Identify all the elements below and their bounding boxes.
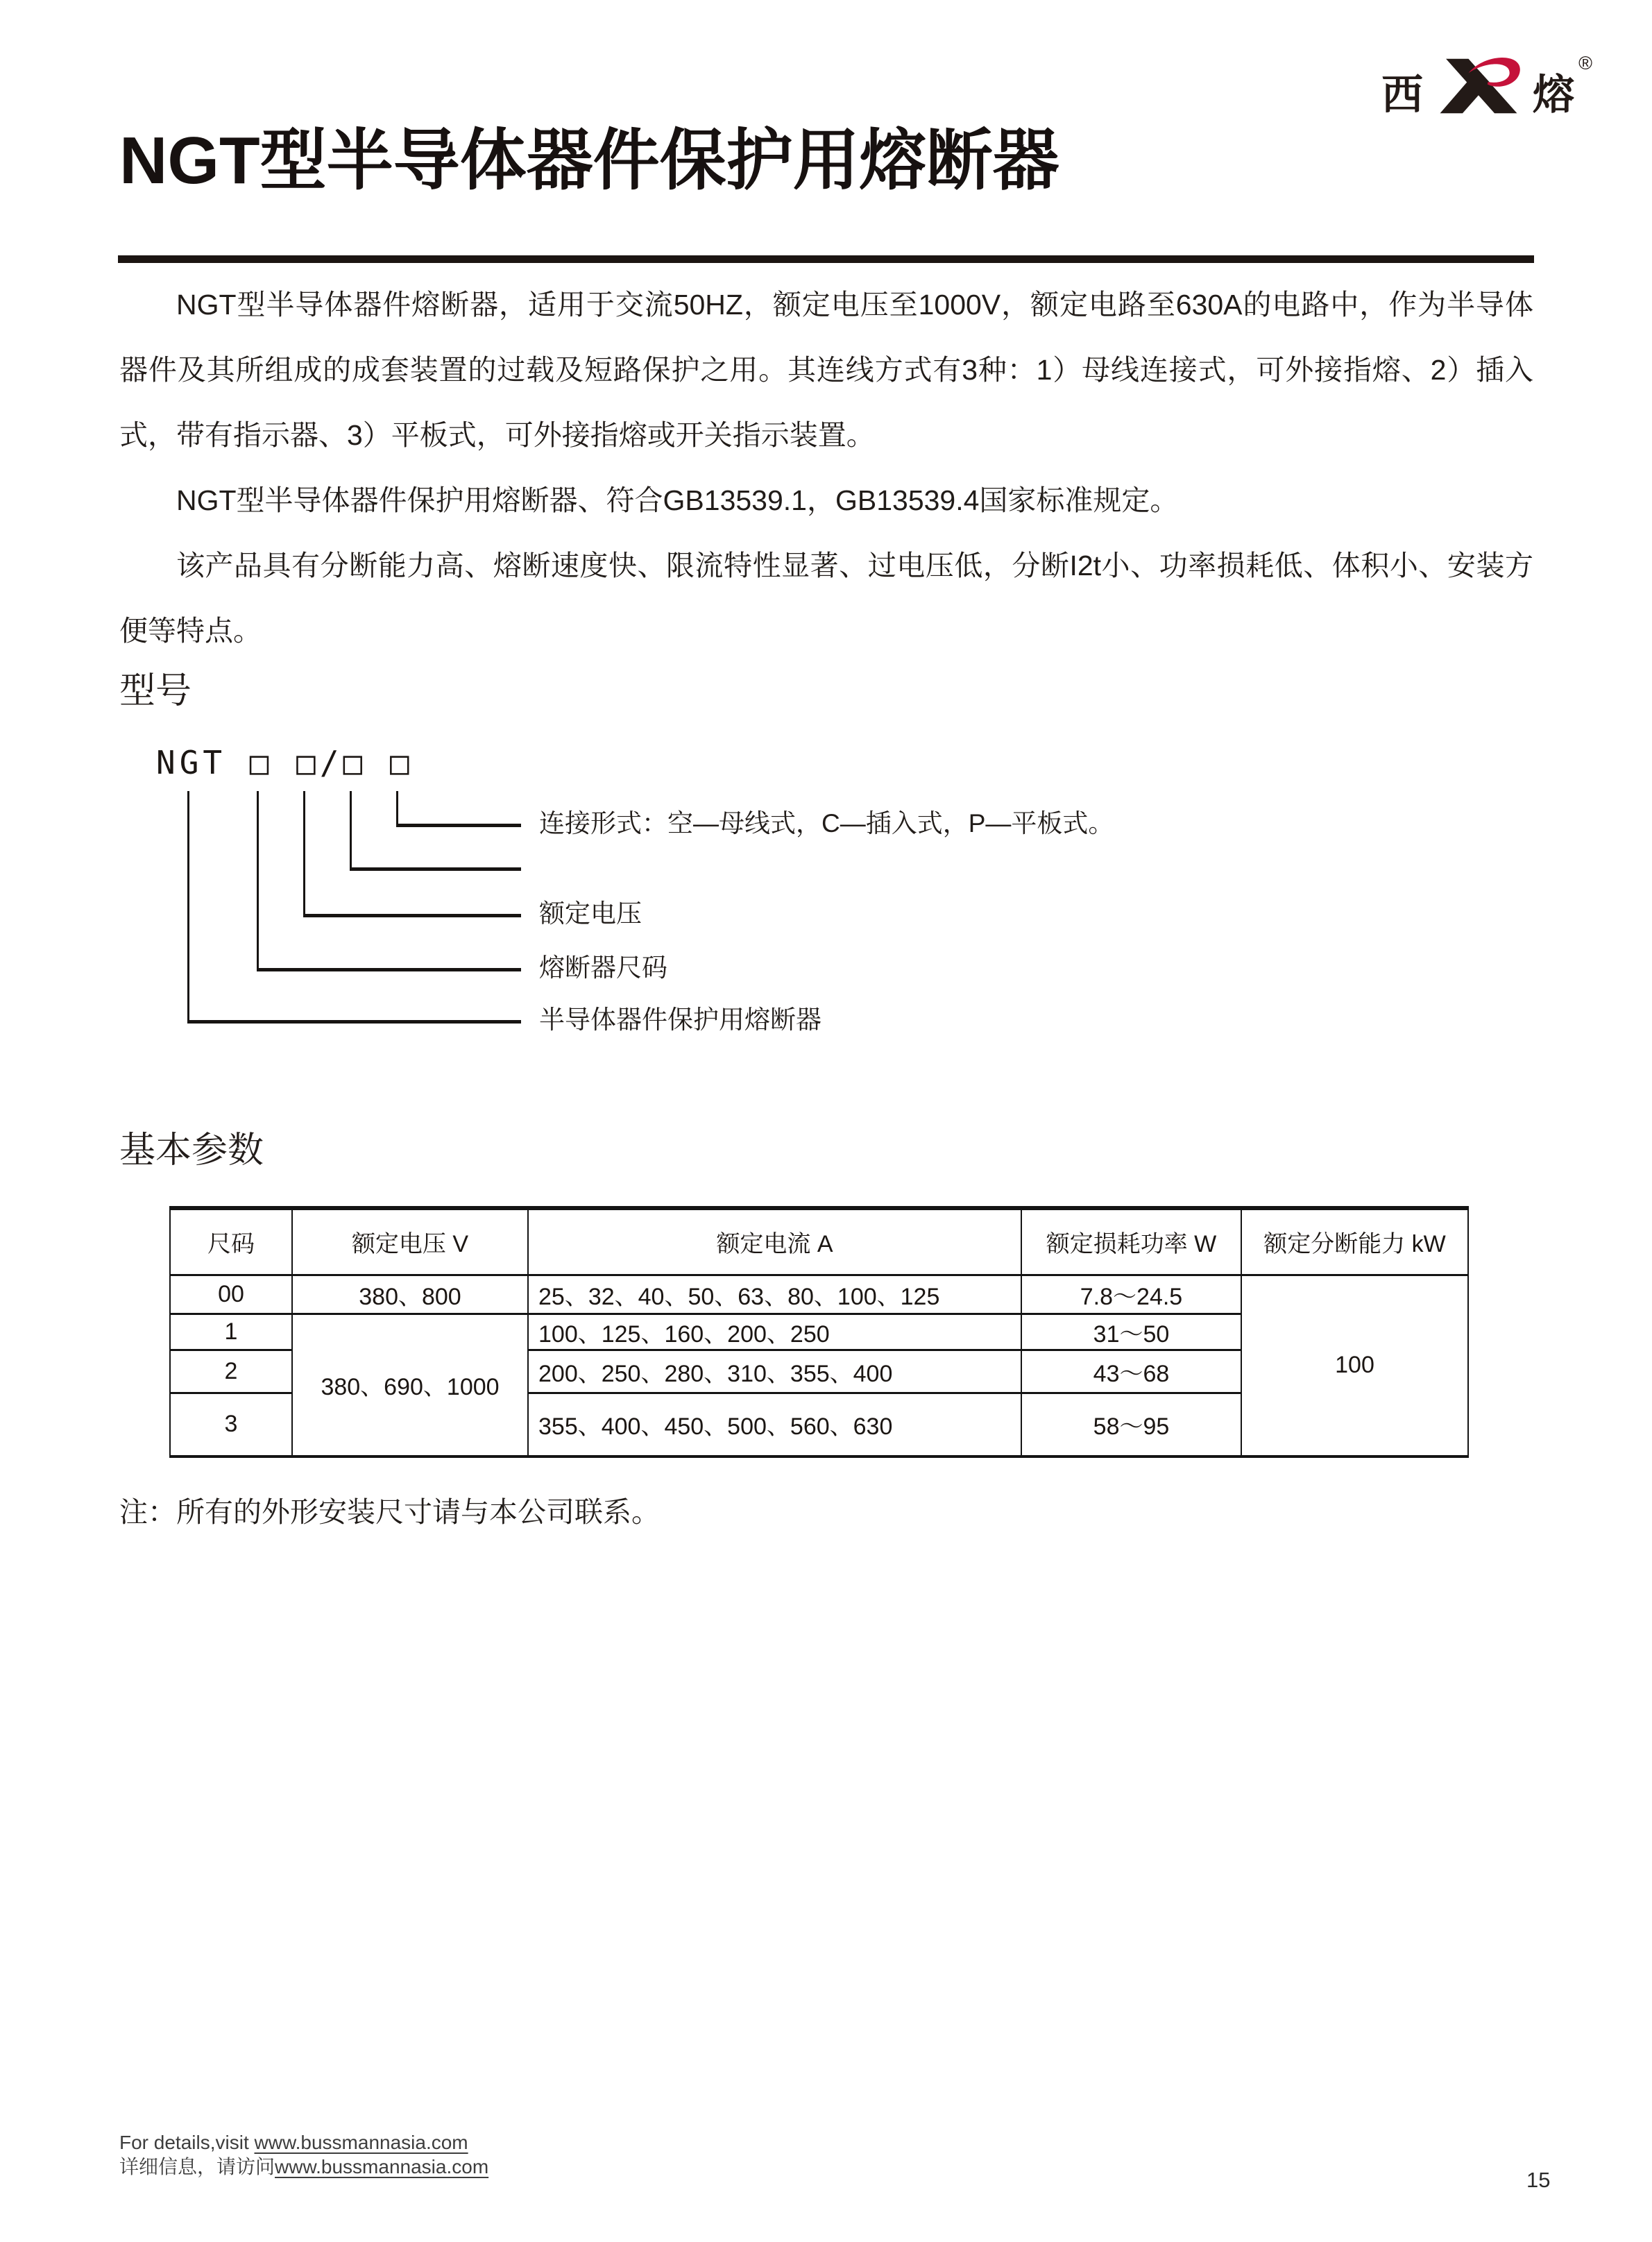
- cell-current-3: 355、400、450、500、560、630: [528, 1393, 1021, 1457]
- header-rated-voltage: 额定电压 V: [292, 1208, 528, 1275]
- intro-paragraph-1: NGT型半导体器件熔断器，适用于交流50HZ，额定电压至1000V，额定电路至630A的电路中，作为半导体器件及其所组成的成套装置的过载及短路保护之用。其连线方式有3种：1）母线连接式，可外接指熔、2）插入式，带有指示器、3）平板式，可外接指熔或开关指示装置。: [119, 289, 1533, 451]
- cell-power-1: 31～50: [1021, 1314, 1241, 1350]
- footer-en-prefix: For details,visit: [119, 2132, 255, 2153]
- logo-rong-character: 熔: [1533, 71, 1575, 119]
- cell-size-2: 2: [170, 1350, 292, 1393]
- diagram-label-fuse-size: 熔断器尺码: [539, 953, 667, 982]
- model-code: NGT □ □/□ □: [156, 744, 414, 781]
- cell-size-00: 00: [170, 1275, 292, 1314]
- diagram-leader-line-size: [257, 791, 259, 971]
- diagram-leader-line-connection: [396, 791, 398, 827]
- note-text: 注：所有的外形安装尺寸请与本公司联系。: [119, 1496, 660, 1528]
- title-divider: [118, 255, 1534, 263]
- cell-breaking-capacity: 100: [1241, 1275, 1468, 1457]
- page-footer: [119, 2130, 488, 2179]
- footer-en-link[interactable]: www.bussmannasia.com: [254, 2132, 468, 2153]
- diagram-underline-size: [257, 968, 521, 971]
- table-header-row: [170, 1208, 1468, 1275]
- diagram-leader-line-voltage: [303, 791, 305, 917]
- cell-current-2: 200、250、280、310、355、400: [528, 1350, 1021, 1393]
- registered-trademark-icon: ®: [1578, 53, 1592, 74]
- cell-power-2: 43～68: [1021, 1350, 1241, 1393]
- cell-power-00: 7.8～24.5: [1021, 1275, 1241, 1314]
- cell-current-1: 100、125、160、200、250: [528, 1314, 1021, 1350]
- cell-voltage-00: 380、800: [292, 1275, 528, 1314]
- page-title: NGT型半导体器件保护用熔断器: [119, 124, 1059, 198]
- page-number: 15: [1526, 2168, 1551, 2192]
- cell-size-3: 3: [170, 1393, 292, 1457]
- diagram-leader-line-semiconductor: [187, 791, 189, 1024]
- footer-line-en: [119, 2130, 488, 2155]
- table-row: [170, 1275, 1468, 1314]
- cell-power-3: 58～95: [1021, 1393, 1241, 1457]
- params-section-heading: 基本参数: [119, 1130, 264, 1171]
- header-size: 尺码: [170, 1208, 292, 1275]
- cell-voltage-merged: 380、690、1000: [292, 1314, 528, 1457]
- model-code-diagram: [118, 741, 1478, 1046]
- header-breaking-capacity: 额定分断能力 kW: [1241, 1208, 1468, 1275]
- intro-paragraph-3: 该产品具有分断能力高、熔断速度快、限流特性显著、过电压低，分断I2t小、功率损耗低、体积小、安装方便等特点。: [119, 550, 1533, 647]
- diagram-label-connection-type: 连接形式：空—母线式，C—插入式，P—平板式。: [539, 809, 1114, 838]
- diagram-underline-connection: [396, 824, 521, 827]
- intro-section: [119, 272, 1533, 663]
- basic-parameters-table: [169, 1206, 1469, 1458]
- diagram-label-rated-voltage: 额定电压: [539, 899, 642, 928]
- footer-line-zh: [119, 2155, 488, 2179]
- xr-logo-icon: [1434, 54, 1523, 118]
- footer-zh-prefix: 详细信息，请访问: [119, 2156, 275, 2177]
- cell-size-1: 1: [170, 1314, 292, 1350]
- footer-zh-link[interactable]: www.bussmannasia.com: [275, 2156, 489, 2177]
- diagram-label-semiconductor-fuse: 半导体器件保护用熔断器: [539, 1005, 821, 1034]
- cell-current-00: 25、32、40、50、63、80、100、125: [528, 1275, 1021, 1314]
- model-section-heading: 型号: [119, 671, 192, 711]
- header-rated-current: 额定电流 A: [528, 1208, 1021, 1275]
- diagram-leader-line-unlabeled: [350, 791, 352, 871]
- diagram-underline-semiconductor: [187, 1020, 521, 1024]
- diagram-underline-unlabeled: [350, 867, 521, 871]
- logo-west-character: 西: [1381, 71, 1424, 119]
- header-rated-power-loss: 额定损耗功率 W: [1021, 1208, 1241, 1275]
- intro-paragraph-2: NGT型半导体器件保护用熔断器、符合GB13539.1，GB13539.4国家标准规定。: [176, 484, 1179, 516]
- brand-logo: [1381, 54, 1592, 118]
- diagram-underline-voltage: [303, 914, 521, 917]
